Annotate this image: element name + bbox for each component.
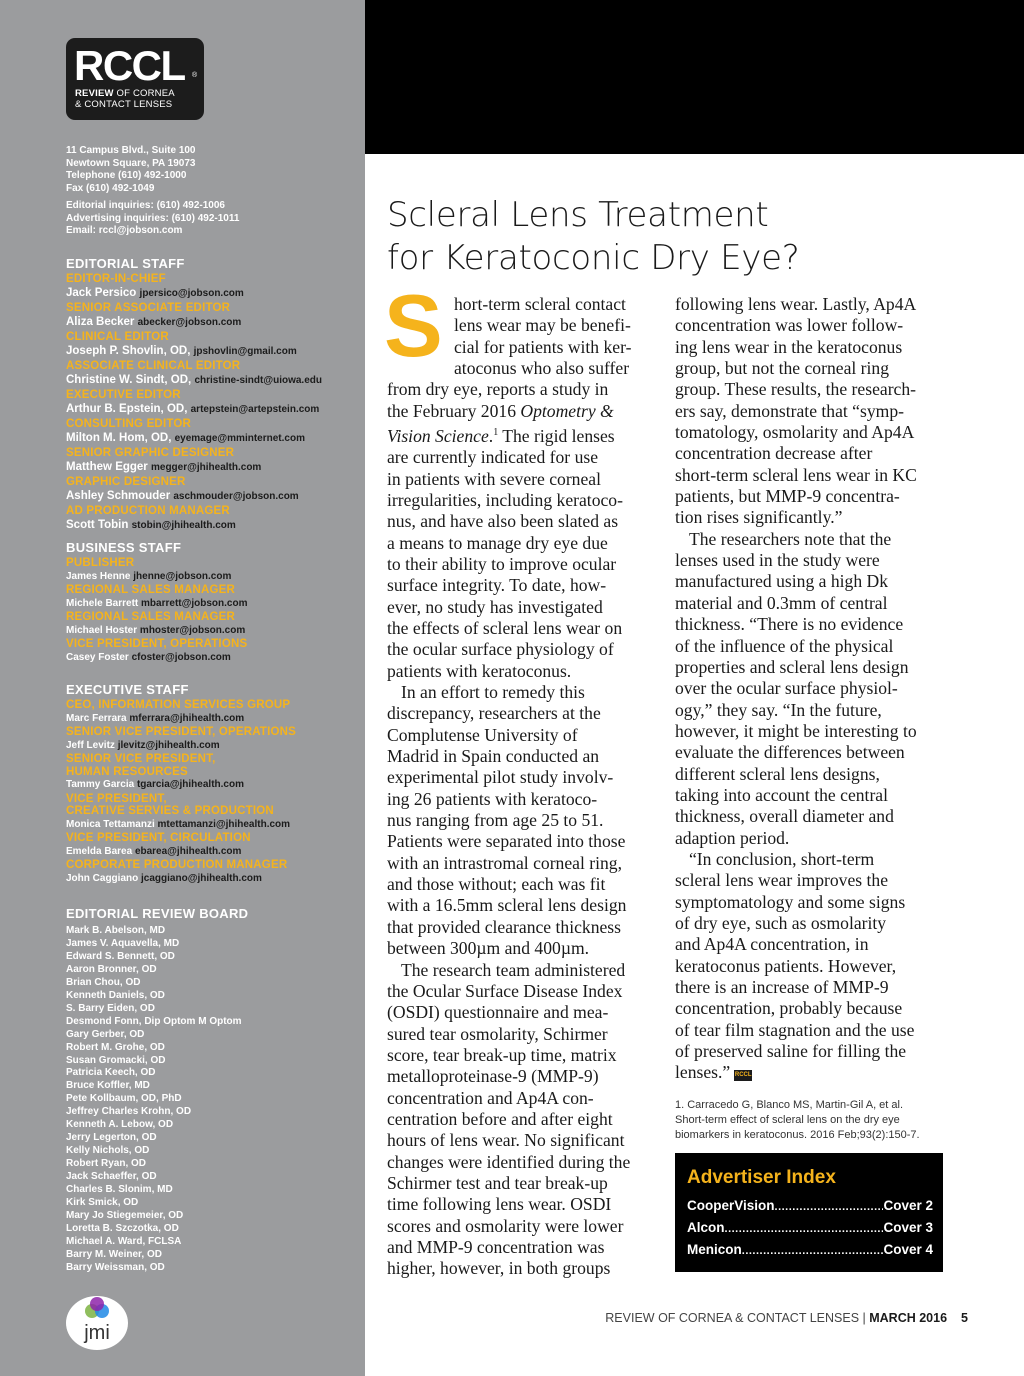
staff-role — [66, 699, 356, 712]
staff-email: eyemage@mminternet.com — [174, 432, 305, 444]
article-line: nus, and have also been slated as — [387, 511, 619, 532]
review-board-member: Brian Chou, OD — [66, 976, 141, 988]
staff-entry — [66, 302, 356, 330]
staff-email: jpshovlin@gmail.com — [193, 345, 297, 357]
article-line: taking into account the central — [675, 784, 888, 805]
staff-name: Arthur B. Epstein, OD, — [66, 402, 188, 415]
staff-role-line: REGIONAL SALES MANAGER — [66, 584, 236, 596]
article-text: The rigid lenses — [498, 425, 615, 446]
article-line: group, but not the corneal ring — [675, 358, 890, 379]
staff-role-line: EXECUTIVE EDITOR — [66, 389, 181, 401]
article-line: nus ranging from age 25 to 51. — [387, 810, 604, 831]
article-line: metalloproteinase-9 (MMP-9) — [387, 1066, 599, 1087]
staff-entry — [66, 505, 356, 533]
rccl-logo — [66, 38, 204, 120]
article-line: Vision Science.$^1$ The rigid lenses — [387, 425, 615, 446]
article-line: over the ocular surface physiol- — [675, 678, 898, 699]
staff-role-line: SENIOR VICE PRESIDENT, OPERATIONS — [66, 726, 297, 738]
staff-entry — [66, 753, 356, 791]
article-line: of the influence of the physical — [675, 635, 894, 656]
review-board-list — [66, 925, 242, 1275]
article-column-1 — [387, 294, 657, 1280]
review-board-member: Robert Ryan, OD — [66, 1158, 147, 1170]
article-line: are currently indicated for use — [387, 447, 599, 468]
staff-role — [66, 389, 356, 402]
article-footnote — [675, 1098, 975, 1143]
review-board-member: Gary Gerber, OD — [66, 1028, 145, 1040]
article-title — [387, 194, 1007, 280]
staff-person — [66, 344, 356, 359]
article-line: the effects of scleral lens wear on — [387, 618, 623, 639]
staff-name: Jack Persico — [66, 286, 137, 299]
staff-role — [66, 447, 356, 460]
staff-role — [66, 418, 356, 431]
article-column-2 — [675, 294, 950, 1084]
article-line: atoconus who also suffer — [454, 358, 630, 379]
staff-role-line: HUMAN RESOURCES — [66, 765, 188, 778]
article-line: concentration, probably because — [675, 998, 903, 1019]
staff-person — [66, 570, 356, 583]
article-line: concentration and Ap4A con- — [387, 1087, 594, 1108]
staff-role — [66, 611, 356, 624]
staff-email: abecker@jobson.com — [137, 316, 242, 328]
article-line: symptomatology and some signs — [675, 891, 906, 912]
review-board-member: Bruce Koffler, MD — [66, 1080, 150, 1092]
article-line: group. These results, the research- — [675, 379, 917, 400]
staff-role — [66, 793, 356, 818]
article-line: keratoconus patients. However, — [675, 955, 897, 976]
article-line: evaluate the differences between — [675, 742, 905, 763]
drop-cap: S — [384, 276, 443, 375]
staff-entry — [66, 611, 356, 637]
advertiser-page: Cover 2 — [883, 1198, 933, 1213]
article-line: however, it might be interesting to — [675, 720, 917, 741]
article-line: tomatology, osmolarity and Ap4A — [675, 422, 915, 443]
staff-role — [66, 584, 356, 597]
footnote-line: biomarkers in keratoconus. 2016 Feb;93(2):150-7. — [675, 1129, 920, 1141]
staff-person — [66, 872, 356, 885]
review-board-member: Kirk Smick, OD — [66, 1197, 139, 1209]
contact-line: Telephone (610) 492-1000 — [66, 170, 187, 181]
article-line: The researchers note that the — [689, 528, 892, 549]
article-line: “In conclusion, short-term — [689, 848, 875, 869]
staff-entry — [66, 832, 356, 858]
article-line: in patients with severe corneal — [387, 468, 601, 489]
article-line: between 300µm and 400µm. — [387, 938, 590, 959]
review-board-member: Barry Weissman, OD — [66, 1261, 165, 1273]
staff-role — [66, 753, 356, 778]
article-line: following lens wear. Lastly, Ap4A — [675, 294, 917, 314]
staff-email: christine-sindt@uiowa.edu — [194, 374, 322, 386]
article-line: time following lens wear. OSDI — [387, 1194, 612, 1215]
contact-line: Fax (610) 492-1049 — [66, 182, 155, 194]
article-line: adaption period. — [675, 827, 790, 848]
staff-role-line: CLINICAL EDITOR — [66, 331, 169, 343]
contact-line: Advertising inquiries: (610) 492-1011 — [66, 212, 240, 224]
staff-entry — [66, 331, 356, 359]
staff-person — [66, 373, 356, 388]
staff-name: Michael Hoster — [66, 624, 138, 636]
staff-role-line: VICE PRESIDENT, CIRCULATION — [66, 832, 251, 844]
article-line: and those without; each was fit — [387, 874, 606, 895]
staff-name: Emelda Barea — [66, 845, 133, 857]
review-board-member: Loretta B. Szczotka, OD — [66, 1222, 179, 1234]
article-line: (OSDI) questionnaire and mea- — [387, 1002, 609, 1023]
article-line: and MMP-9 concentration was — [387, 1236, 605, 1257]
footer-journal: REVIEW OF CORNEA & CONTACT LENSES | — [605, 1311, 870, 1325]
advertiser-name: Menicon — [687, 1242, 742, 1257]
article-line: material and 0.3mm of central — [675, 592, 888, 613]
staff-name: Christine W. Sindt, OD, — [66, 373, 192, 386]
staff-role — [66, 273, 356, 286]
article-line: hours of lens wear. No significant — [387, 1130, 625, 1151]
staff-role-line: EDITOR-IN-CHIEF — [66, 273, 166, 285]
contact-inquiries — [66, 200, 239, 238]
contact-address — [66, 145, 196, 195]
staff-person — [66, 518, 356, 533]
article-line: Complutense University of — [387, 724, 578, 745]
logo-subtitle-2: & CONTACT LENSES — [75, 99, 173, 110]
staff-name: Matthew Egger — [66, 460, 148, 473]
advertiser-name: CooperVision — [687, 1198, 775, 1213]
staff-role-line: REGIONAL SALES MANAGER — [66, 611, 236, 623]
review-board-member: Jack Schaeffer, OD — [66, 1171, 157, 1183]
article-line: ing lens wear in the keratoconus — [675, 336, 903, 357]
review-board-member: Barry M. Weiner, OD — [66, 1248, 162, 1260]
article-line: ogy,” they say. “In the future, — [675, 699, 882, 720]
review-board-member: Kenneth A. Lebow, OD — [66, 1119, 174, 1131]
article-line: ever, no study has investigated — [387, 596, 603, 617]
staff-email: stobin@jhihealth.com — [131, 519, 236, 531]
staff-role-line: VICE PRESIDENT, OPERATIONS — [66, 638, 248, 650]
article-line: experimental pilot study involv- — [387, 767, 614, 788]
staff-person — [66, 597, 356, 610]
staff-role — [66, 832, 356, 845]
staff-email: mtettamanzi@jhihealth.com — [157, 818, 291, 830]
executive-staff-heading: EXECUTIVE STAFF — [66, 682, 189, 697]
article-line: score, tear break-up time, matrix — [387, 1044, 617, 1065]
article-line: the Ocular Surface Disease Index — [387, 980, 623, 1001]
advertiser-row — [687, 1242, 933, 1262]
staff-role-line: CREATIVE SERVIES & PRODUCTION — [66, 805, 274, 817]
article-line: thickness, overall diameter and — [675, 806, 894, 827]
article-line: manufactured using a high Dk — [675, 571, 889, 592]
staff-person — [66, 286, 356, 301]
staff-entry — [66, 389, 356, 417]
staff-role-line: ASSOCIATE CLINICAL EDITOR — [66, 360, 241, 372]
page-number: 5 — [961, 1311, 968, 1325]
staff-role — [66, 476, 356, 489]
article-line: tion rises significantly.” — [675, 507, 843, 528]
staff-name: Michele Barrett — [66, 597, 139, 609]
staff-person — [66, 712, 356, 725]
article-line: cial for patients with ker- — [454, 336, 632, 357]
footnote-line: 1. Carracedo G, Blanco MS, Martin-Gil A, et al. — [675, 1099, 904, 1111]
article-line: to their ability to improve ocular — [387, 553, 617, 574]
article-line: The research team administered — [401, 959, 626, 980]
staff-role-line: SENIOR ASSOCIATE EDITOR — [66, 302, 231, 314]
editorial-staff-list — [66, 273, 356, 534]
end-mark-icon: RCCL — [734, 1070, 752, 1081]
review-board-member: S. Barry Eiden, OD — [66, 1002, 155, 1014]
contact-line: 11 Campus Blvd., Suite 100 — [66, 145, 196, 156]
staff-role-line: AD PRODUCTION MANAGER — [66, 505, 230, 517]
leader-dots — [775, 1201, 884, 1213]
review-board-member: Michael A. Ward, FCLSA — [66, 1235, 182, 1247]
staff-entry — [66, 418, 356, 446]
staff-email: cfoster@jobson.com — [131, 651, 231, 663]
article-line: there is an increase of MMP-9 — [675, 977, 889, 997]
article-line: discrepancy, researchers at the — [387, 703, 601, 724]
staff-name: Marc Ferrara — [66, 712, 127, 724]
article-line: In an effort to remedy this — [401, 682, 585, 703]
review-board-member: Susan Gromacki, OD — [66, 1054, 166, 1066]
staff-role-line: PUBLISHER — [66, 557, 135, 569]
review-board-member: Kelly Nichols, OD — [66, 1145, 150, 1157]
staff-email: jlevitz@jhihealth.com — [117, 739, 220, 751]
staff-name: Tammy Garcia — [66, 779, 135, 790]
staff-name: Casey Foster — [66, 651, 129, 663]
jmi-logo — [66, 1296, 128, 1350]
review-board-member: Mark B. Abelson, MD — [66, 925, 166, 936]
article-line: with an intrastromal corneal ring, — [387, 852, 622, 873]
article-line: and Ap4A concentration, in — [675, 934, 869, 955]
article-line: a means to manage dry eye due — [387, 532, 608, 553]
logo-subtitle-bold: REVIEW — [75, 88, 114, 99]
advertiser-index — [675, 1153, 943, 1272]
staff-name: John Caggiano — [66, 872, 139, 884]
article-line — [675, 1062, 950, 1083]
logo-registered-mark: ® — [192, 72, 198, 79]
staff-entry — [66, 699, 356, 725]
business-staff-list — [66, 557, 356, 665]
article-line: higher, however, in both groups — [387, 1258, 611, 1279]
staff-entry — [66, 273, 356, 301]
staff-role-line: SENIOR GRAPHIC DESIGNER — [66, 447, 235, 459]
citation-ref: 1 — [493, 427, 499, 439]
staff-role — [66, 360, 356, 373]
staff-email: tgarcia@jhihealth.com — [136, 779, 244, 790]
staff-entry — [66, 476, 356, 504]
article-line: Schirmer test and tear break-up — [387, 1172, 608, 1193]
staff-person — [66, 651, 356, 664]
staff-role-line: CEO, INFORMATION SERVICES GROUP — [66, 699, 291, 711]
staff-person — [66, 315, 356, 330]
advertiser-row — [687, 1198, 933, 1218]
advertiser-index-title: Advertiser Index — [687, 1167, 836, 1188]
staff-email: jhenne@jobson.com — [133, 570, 232, 582]
staff-role — [66, 302, 356, 315]
staff-person — [66, 818, 356, 831]
article-line: short-term scleral lens wear in KC — [675, 464, 917, 485]
article-line: patients with keratoconus. — [387, 660, 572, 681]
review-board-heading: EDITORIAL REVIEW BOARD — [66, 906, 249, 921]
review-board-member: Desmond Fonn, Dip Optom M Optom — [66, 1015, 242, 1027]
staff-role-line: SENIOR VICE PRESIDENT, — [66, 753, 216, 765]
staff-entry — [66, 584, 356, 610]
staff-role — [66, 557, 356, 570]
staff-name: Scott Tobin — [66, 518, 129, 531]
review-board-member: Kenneth Daniels, OD — [66, 989, 165, 1001]
page-footer — [605, 1311, 968, 1325]
logo-subtitle-1 — [75, 88, 175, 99]
article-text: lenses.” — [675, 1062, 731, 1083]
review-board-member: James V. Aquavella, MD — [66, 937, 180, 949]
review-board-member: Jerry Legerton, OD — [66, 1132, 157, 1144]
staff-role — [66, 638, 356, 651]
staff-email: jpersico@jobson.com — [139, 287, 244, 299]
staff-entry — [66, 859, 356, 885]
staff-entry — [66, 638, 356, 664]
staff-person — [66, 431, 356, 446]
review-board-member: Charles B. Slonim, MD — [66, 1184, 173, 1196]
article-line — [387, 401, 657, 422]
top-black-banner — [365, 0, 1024, 154]
article-line: of preserved saline for filling the — [675, 1041, 907, 1062]
review-board-member: Robert M. Grohe, OD — [66, 1041, 165, 1053]
staff-entry — [66, 726, 356, 752]
staff-role-line: CONSULTING EDITOR — [66, 418, 192, 430]
staff-role — [66, 505, 356, 518]
article-line: hort-term scleral contact — [454, 294, 626, 314]
staff-name: Aliza Becker — [66, 315, 135, 328]
staff-person — [66, 624, 356, 637]
article-line: Madrid in Spain conducted an — [387, 746, 600, 767]
staff-entry — [66, 793, 356, 831]
staff-name: Ashley Schmouder — [66, 489, 171, 502]
article-line: patients, but MMP-9 concentra- — [675, 486, 900, 507]
leader-dots — [742, 1245, 884, 1257]
article-line: concentration was lower follow- — [675, 315, 904, 336]
review-board-member: Aaron Bronner, OD — [66, 963, 157, 975]
review-board-member: Edward S. Bennett, OD — [66, 950, 175, 962]
staff-email: mferrara@jhihealth.com — [129, 712, 245, 724]
article-line: from dry eye, reports a study in — [387, 379, 609, 400]
review-board-member: Pete Kollbaum, OD, PhD — [66, 1093, 182, 1105]
journal-name: Vision Science — [387, 425, 489, 446]
footnote-line: Short-term effect of scleral lens on the dry eye — [675, 1114, 900, 1126]
masthead-sidebar — [0, 0, 365, 1376]
article-line: irregularities, including keratoco- — [387, 489, 623, 510]
article-line: lenses used in the study were — [675, 550, 880, 571]
article-line: thickness. “There is no evidence — [675, 614, 904, 635]
review-board-member: Patricia Keech, OD — [66, 1067, 156, 1079]
staff-name: Milton M. Hom, OD, — [66, 431, 172, 444]
article-line: lens wear may be benefi- — [454, 315, 631, 336]
staff-role-line: VICE PRESIDENT, — [66, 792, 167, 805]
article-text: the February 2016 — [387, 400, 521, 421]
executive-staff-list — [66, 699, 356, 886]
advertiser-page: Cover 4 — [883, 1242, 933, 1257]
review-board-member: Mary Jo Stiegemeier, OD — [66, 1209, 184, 1221]
article-line: changes were identified during the — [387, 1151, 631, 1172]
jmi-logo-text: jmi — [84, 1322, 110, 1344]
logo-wordmark: RCCL — [74, 42, 185, 89]
staff-person — [66, 460, 356, 475]
editorial-staff-heading: EDITORIAL STAFF — [66, 256, 185, 271]
article-line: sured tear osmolarity, Schirmer — [387, 1023, 608, 1044]
article-line: surface integrity. To date, how- — [387, 575, 607, 596]
staff-email: ebarea@jhihealth.com — [134, 845, 242, 857]
article-line: centration before and after eight — [387, 1108, 613, 1129]
staff-email: mhoster@jobson.com — [139, 624, 246, 636]
staff-email: artepstein@artepstein.com — [190, 403, 320, 415]
staff-email: aschmouder@jobson.com — [173, 490, 299, 502]
article-line: Patients were separated into those — [387, 831, 626, 852]
staff-name: Monica Tettamanzi — [66, 818, 155, 830]
staff-role — [66, 726, 356, 739]
staff-name: Joseph P. Shovlin, OD, — [66, 344, 191, 357]
staff-email: megger@jhihealth.com — [151, 461, 262, 473]
article-line: of dry eye, such as osmolarity — [675, 912, 887, 933]
contact-line: Editorial inquiries: (610) 492-1006 — [66, 200, 225, 211]
leader-dots — [725, 1223, 884, 1235]
article-line: scores and osmolarity were lower — [387, 1215, 624, 1236]
staff-name: Jeff Levitz — [66, 739, 115, 751]
staff-person — [66, 489, 356, 504]
article-line: concentration decrease after — [675, 443, 873, 464]
staff-email: mbarrett@jobson.com — [141, 597, 248, 609]
review-board-member: Jeffrey Charles Krohn, OD — [66, 1106, 192, 1118]
article-title-line: for Keratoconic Dry Eye? — [387, 238, 800, 278]
staff-person — [66, 778, 356, 791]
staff-person — [66, 845, 356, 858]
staff-entry — [66, 360, 356, 388]
article-line: different scleral lens designs, — [675, 763, 880, 784]
article-line: the ocular surface physiology of — [387, 639, 614, 660]
advertiser-name: Alcon — [687, 1220, 725, 1235]
article-title-line: Scleral Lens Treatment — [387, 195, 769, 235]
staff-email: jcaggiano@jhihealth.com — [141, 872, 262, 884]
staff-role — [66, 859, 356, 872]
staff-role-line: CORPORATE PRODUCTION MANAGER — [66, 859, 288, 871]
article-line: of tear film stagnation and the use — [675, 1019, 915, 1040]
staff-role — [66, 331, 356, 344]
advertiser-page: Cover 3 — [883, 1220, 933, 1235]
contact-line: Email: rccl@jobson.com — [66, 225, 183, 236]
staff-role-line: GRAPHIC DESIGNER — [66, 476, 186, 488]
article-line: that provided clearance thickness — [387, 916, 621, 937]
article-line: scleral lens wear improves the — [675, 870, 888, 891]
staff-person — [66, 402, 356, 417]
staff-entry — [66, 447, 356, 475]
staff-person — [66, 739, 356, 752]
article-line: ers say, demonstrate that “symp- — [675, 400, 904, 421]
logo-subtitle-rest: OF CORNEA — [113, 88, 175, 99]
footer-issue: MARCH 2016 — [869, 1311, 948, 1325]
journal-name: Optometry & — [520, 400, 614, 421]
staff-name: James Henne — [66, 570, 131, 582]
staff-entry — [66, 557, 356, 583]
article-line: ing 26 patients with keratoco- — [387, 788, 598, 809]
article-line: with a 16.5mm scleral lens design — [387, 895, 627, 916]
advertiser-row — [687, 1220, 933, 1240]
business-staff-heading: BUSINESS STAFF — [66, 540, 182, 555]
contact-line: Newtown Square, PA 19073 — [66, 157, 196, 169]
article-line: properties and scleral lens design — [675, 656, 909, 677]
